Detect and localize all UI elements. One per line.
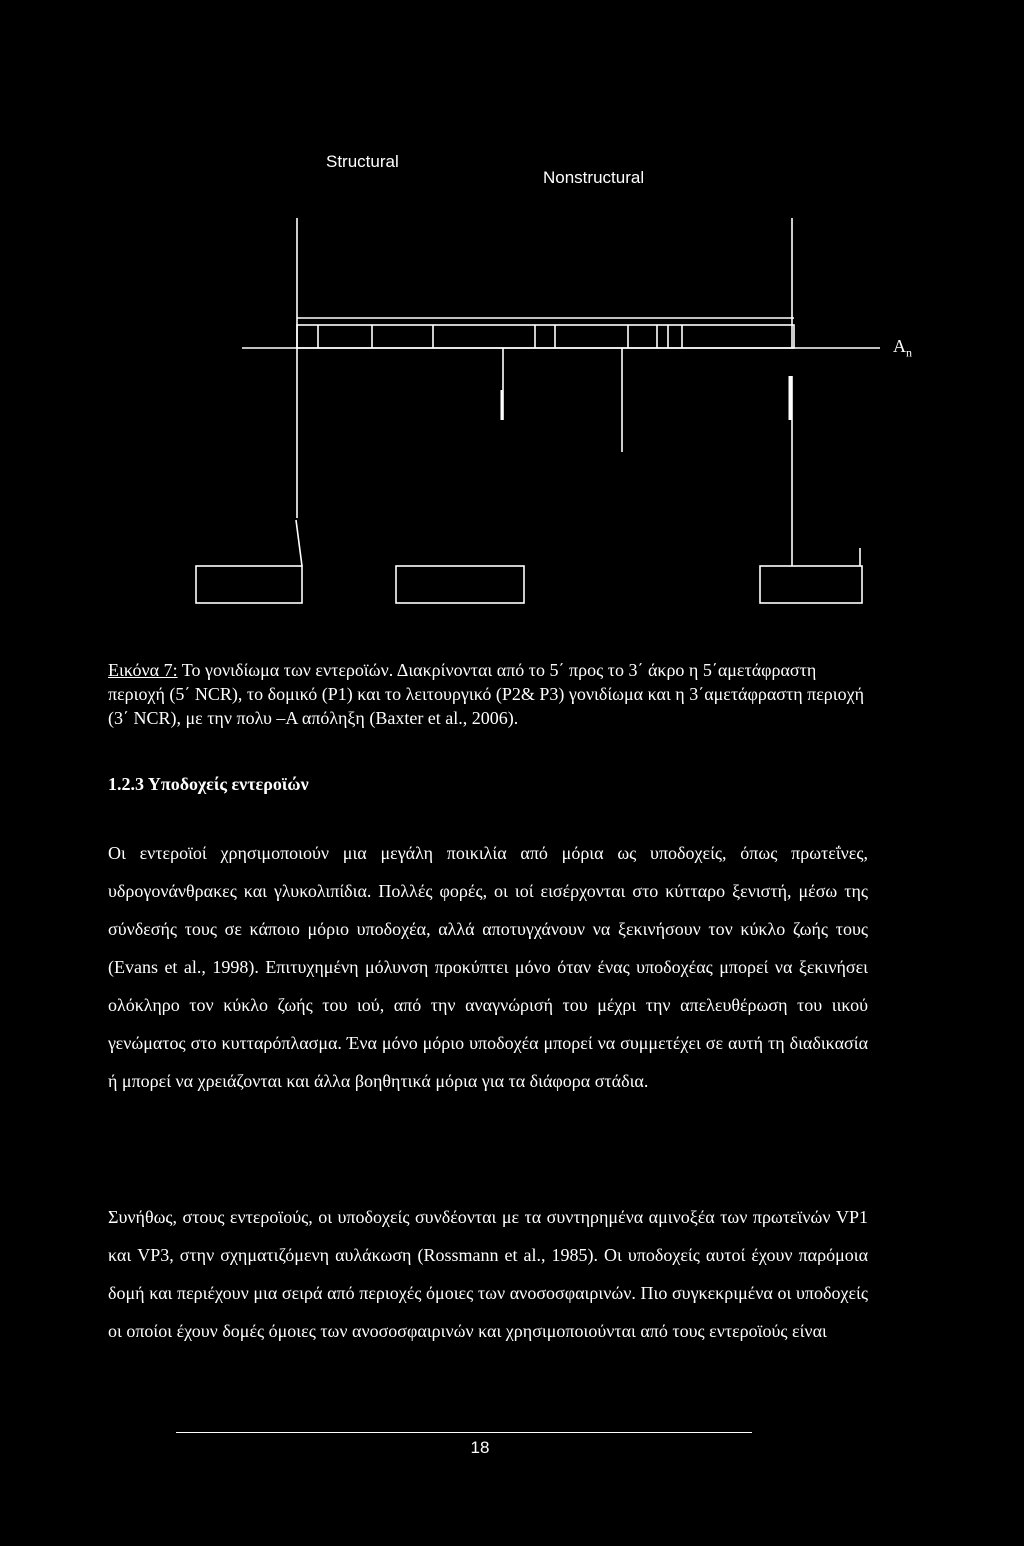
section-title: 1.2.3 Υποδοχείς εντεροϊών [108, 774, 309, 794]
genome-diagram [0, 0, 1024, 640]
structural-label: Structural [326, 152, 399, 171]
p2-box [396, 566, 524, 603]
structural-5ncr-box [196, 566, 302, 603]
caption-label: Εικόνα 7: [108, 660, 178, 680]
caption-text: Το γονιδίωμα των εντεροϊών. Διακρίνονται από το 5΄ προς το 3΄ άκρο η 5΄αμετάφραστη περιοχή (5΄ NCR), το δομικό (P1) και το λειτουργικό (P2& P3) γονιδίωμα και η 3΄αμετάφραστη περιοχή (3΄ NCR), με την πολυ –Α απόληξη (Baxter et al., 2006). [108, 660, 865, 728]
paragraph-1: Οι εντεροϊοί χρησιμοποιούν μια μεγάλη ποικιλία από μόρια ως υποδοχείς, όπως πρωτεΐνες, υδρογονάνθρακες και γλυκολιπίδια. Πολλές φορές, οι ιοί εισέρχονται στο κύτταρο ξενιστή, μέσω της σύνδεσής τους σε κάποιο μόριο υποδοχέα, αλλά αποτυγχάνουν να ξεκινήσουν τον κύκλο ζωής τους (Evans et al., 1998). Επιτυχημένη μόλυνση προκύπτει μόνο όταν ένας υποδοχέας μπορεί να ξεκινήσει ολόκληρο τον κύκλο ζωής του ιού, από την αναγνώρισή του μέχρι την απελευθέρωση του ιικού γενώματος στο κυτταρόπλασμα. Ένα μόνο μόριο υποδοχέα μπορεί να συμμετέχει σε αυτή τη διαδικασία ή μπορεί να χρειάζονται και άλλα βοηθητικά μόρια για τα διάφορα στάδια. [108, 843, 868, 1091]
nonstructural-label: Nonstructural [543, 168, 645, 187]
page-number: 18 [470, 1438, 490, 1457]
paragraph-2: Συνήθως, στους εντεροϊούς, οι υποδοχείς συνδέονται με τα συντηρημένα αμινοξέα των πρωτεϊνών VP1 και VP3, στην σχηματιζόμενη αυλάκωση (Rossmann et al., 1985). Οι υποδοχείς αυτοί έχουν παρόμοια δομή και περιέχουν μια σειρά από περιοχές όμοιες των ανοσοσφαιρινών. Πιο συγκεκριμένα οι υποδοχείς οι οποίοι έχουν δομές όμοιες των ανοσοσφαιρινών και χρησιμοποιούνται από τους εντεροϊούς είναι [108, 1207, 868, 1341]
3ncr-box [760, 566, 862, 603]
footer-divider [176, 1432, 752, 1433]
figure-caption [108, 658, 868, 730]
poly-a-label: $A_n$ [893, 336, 912, 360]
